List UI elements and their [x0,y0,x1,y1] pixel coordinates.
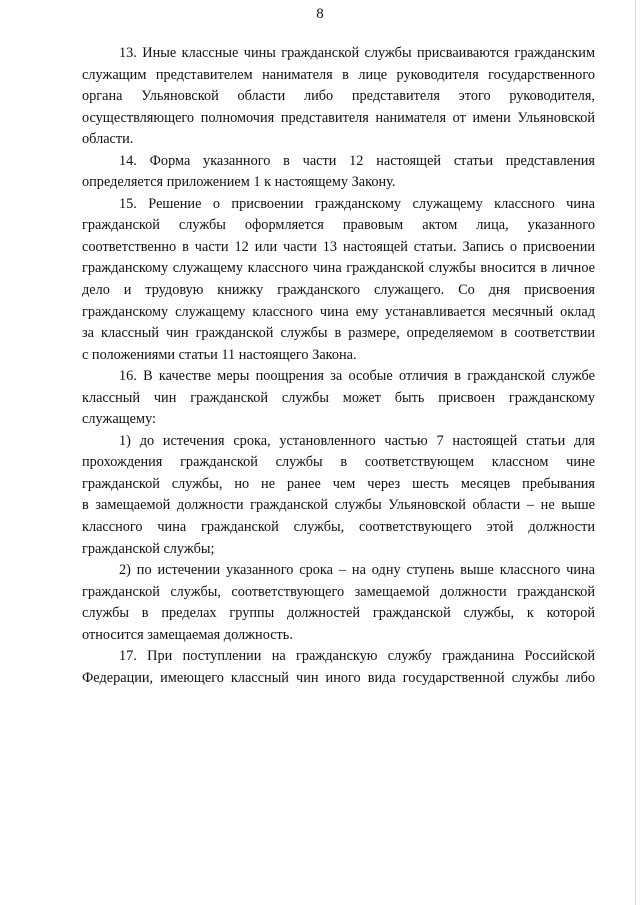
text-line: гражданской службы, но не ранее чем через шесть месяцев пребывания [82,475,595,492]
text-line: 2) по истечении указанного срока – на одну ступень выше классного чина [119,562,595,579]
text-line: 16. В качестве меры поощрения за особые отличия в гражданской службе [119,368,595,385]
text-line: дело и трудовую книжку гражданского служащего. Со дня присвоения [82,282,595,299]
text-line: области. [82,131,134,148]
text-line: в замещаемой должности гражданской службы Ульяновской области – не выше [82,497,595,514]
text-line: службы в пределах группы должностей гражданской службы, к которой [82,605,595,622]
text-line: служащему: [82,411,156,428]
text-line: осуществляющего полномочия представителя нанимателя от имени Ульяновской [82,109,595,126]
page-edge-divider [635,0,636,905]
document-body [82,43,595,689]
text-line: соответственно в части 12 или части 13 настоящей статьи. Запись о присвоении [82,238,595,255]
text-line: гражданскому служащему классного чина ему устанавливается месячный оклад [82,303,595,320]
text-line: 1) до истечения срока, установленного частью 7 настоящей статьи для [119,432,595,449]
text-line: с положениями статьи 11 настоящего Закона. [82,346,357,363]
text-line: классного чина гражданской службы, соответствующего этой должности [82,519,595,536]
text-line: относится замещаемая должность. [82,626,293,643]
text-line: гражданской службы; [82,540,215,557]
text-line: 15. Решение о присвоении гражданскому служащему классного чина [119,195,595,212]
text-line: 14. Форма указанного в части 12 настоящей статьи представления [119,152,595,169]
page-number: 8 [316,6,324,22]
text-line: определяется приложением 1 к настоящему Закону. [82,174,396,191]
text-line: прохождения гражданской службы в соответствующем классном чине [82,454,595,471]
text-line: органа Ульяновской области либо представителя этого руководителя, [82,88,595,105]
text-line: 17. При поступлении на гражданскую службу гражданина Российской [119,648,595,665]
text-line: Федерации, имеющего классный чин иного вида государственной службы либо [82,669,595,686]
text-line: гражданскому служащему классного чина гражданской службы вносится в личное [82,260,595,277]
text-line: гражданской службы оформляется правовым актом лица, указанного [82,217,595,234]
text-line: служащим представителем нанимателя в лице руководителя государственного [82,66,595,83]
text-line: за классный чин гражданской службы в размере, определяемом в соответствии [82,325,595,342]
text-line: гражданской службы, соответствующего замещаемой должности гражданской [82,583,595,600]
text-line: классный чин гражданской службы может быть присвоен гражданскому [82,389,595,406]
text-line: 13. Иные классные чины гражданской службы присваиваются гражданским [119,45,595,61]
